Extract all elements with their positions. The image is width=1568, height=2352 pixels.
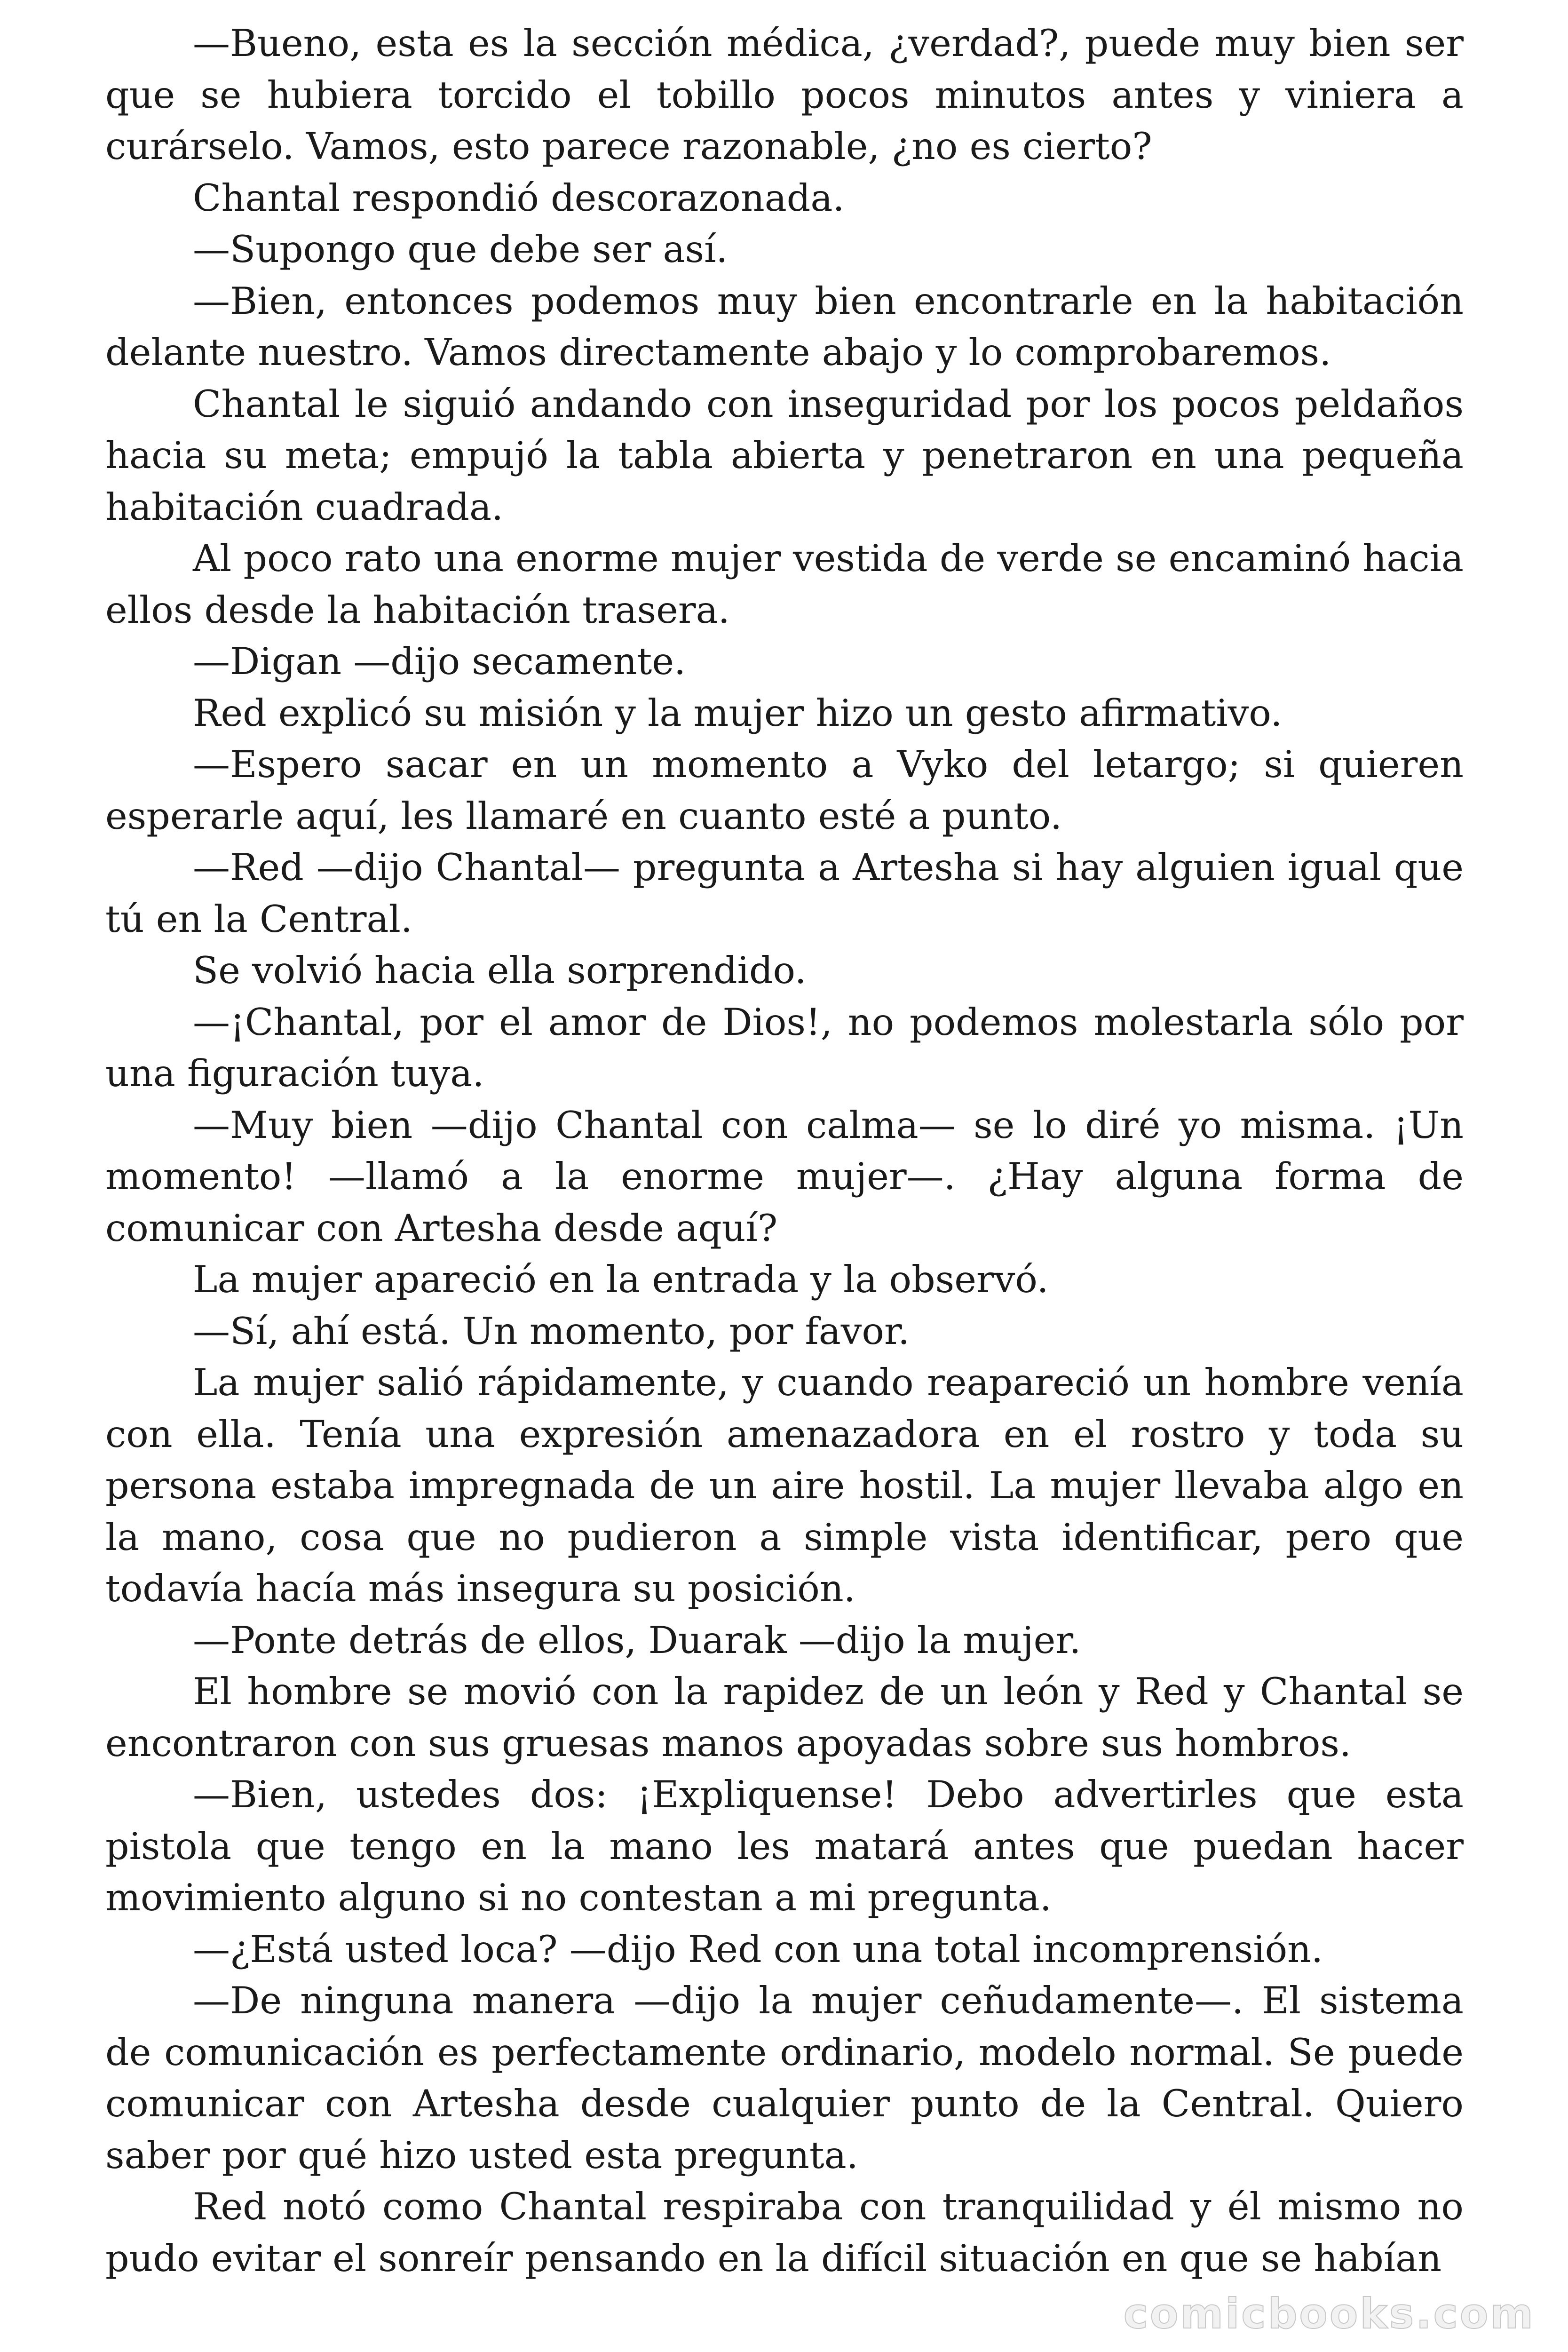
paragraph-11: Se volvió hacia ella sorprendido. [193, 949, 807, 992]
paragraph-14: La mujer apareció en la entrada y la observó. [193, 1258, 1049, 1301]
paragraph-21: —De ninguna manera —dijo la mujer ceñudamente—. El sistema de comunicación es perfectamente ordinario, modelo normal. Se puede comunicar con Artesha desde cualquier punto de la Central. Quiero saber por qué hizo usted esta pregunta. [105, 1979, 1464, 2177]
watermark: comicbooks.com [1123, 2289, 1535, 2338]
paragraph-5: Chantal le siguió andando con inseguridad por los pocos peldaños hacia su meta; empujó la tabla abierta y penetraron en una pequeña habitación cuadrada. [105, 382, 1464, 529]
paragraph-17: —Ponte detrás de ellos, Duarak —dijo la mujer. [193, 1618, 1081, 1662]
paragraph-12: —¡Chantal, por el amor de Dios!, no podemos molestarla sólo por una figuración tuya. [105, 1000, 1464, 1095]
paragraph-19: —Bien, ustedes dos: ¡Expliquense! Debo advertirles que esta pistola que tengo en la mano les matará antes que puedan hacer movimiento alguno si no contestan a mi pregunta. [105, 1773, 1464, 1919]
paragraph-1: —Bueno, esta es la sección médica, ¿verdad?, puede muy bien ser que se hubiera torcido el tobillo pocos minutos antes y viniera a curárselo. Vamos, esto parece razonable, ¿no es cierto? [105, 22, 1464, 168]
document-page [105, 18, 1464, 2284]
paragraph-15: —Sí, ahí está. Un momento, por favor. [193, 1309, 910, 1353]
paragraph-18: El hombre se movió con la rapidez de un león y Red y Chantal se encontraron con sus gruesas manos apoyadas sobre sus hombros. [105, 1670, 1464, 1765]
paragraph-7: —Digan —dijo secamente. [193, 640, 686, 683]
paragraph-2: Chantal respondió descorazonada. [193, 176, 845, 220]
paragraph-9: —Espero sacar en un momento a Vyko del letargo; si quieren esperarle aquí, les llamaré en cuanto esté a punto. [105, 743, 1464, 838]
paragraph-8: Red explicó su misión y la mujer hizo un gesto afirmativo. [193, 691, 1283, 735]
paragraph-3: —Supongo que debe ser así. [193, 228, 728, 271]
paragraph-20: —¿Está usted loca? —dijo Red con una total incomprensión. [193, 1927, 1323, 1971]
paragraph-4: —Bien, entonces podemos muy bien encontrarle en la habitación delante nuestro. Vamos directamente abajo y lo comprobaremos. [105, 279, 1464, 374]
paragraph-13: —Muy bien —dijo Chantal con calma— se lo diré yo misma. ¡Un momento! —llamó a la enorme mujer—. ¿Hay alguna forma de comunicar con Artesha desde aquí? [105, 1103, 1464, 1250]
paragraph-6: Al poco rato una enorme mujer vestida de verde se encaminó hacia ellos desde la habitación trasera. [105, 537, 1464, 632]
paragraph-16: La mujer salió rápidamente, y cuando reapareció un hombre venía con ella. Tenía una expresión amenazadora en el rostro y toda su persona estaba impregnada de un aire hostil. La mujer llevaba algo en la mano, cosa que no pudieron a simple vista identificar, pero que todavía hacía más insegura su posición. [105, 1361, 1464, 1610]
paragraph-10: —Red —dijo Chantal— pregunta a Artesha si hay alguien igual que tú en la Central. [105, 846, 1464, 941]
paragraph-22: Red notó como Chantal respiraba con tranquilidad y él mismo no pudo evitar el sonreír pensando en la difícil situación en que se habían [105, 2185, 1464, 2280]
